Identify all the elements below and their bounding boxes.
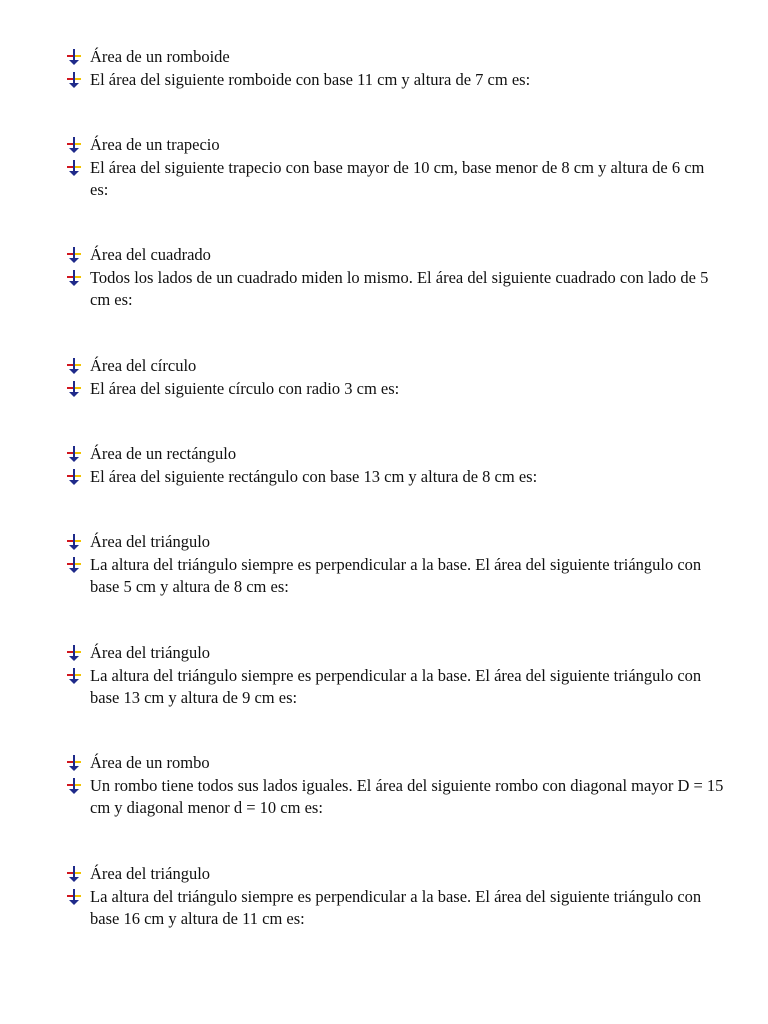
- section-square: [66, 244, 726, 312]
- heading-text: Área del triángulo: [90, 864, 211, 883]
- body-text: La altura del triángulo siempre es perpendicular a la base. El área del siguiente triángulo con base 16 cm y altura de 11 cm es:: [90, 886, 702, 928]
- section-rhomboid: [66, 46, 726, 91]
- section-rhombus: [66, 752, 726, 820]
- section-body: [66, 665, 726, 710]
- section-body: [66, 378, 726, 401]
- arrow-down-cross-icon: [66, 381, 82, 397]
- heading-text: Área de un rombo: [90, 753, 210, 772]
- heading-text: Área de un romboide: [90, 47, 230, 66]
- arrow-down-cross-icon: [66, 469, 82, 485]
- section-heading: [66, 443, 726, 466]
- arrow-down-cross-icon: [66, 270, 82, 286]
- body-text: La altura del triángulo siempre es perpendicular a la base. El área del siguiente triángulo con base 5 cm y altura de 8 cm es:: [90, 554, 702, 596]
- body-text: La altura del triángulo siempre es perpendicular a la base. El área del siguiente triángulo con base 13 cm y altura de 9 cm es:: [90, 665, 702, 707]
- arrow-down-cross-icon: [66, 534, 82, 550]
- section-heading: [66, 244, 726, 267]
- body-text: El área del siguiente rectángulo con base 13 cm y altura de 8 cm es:: [90, 466, 538, 486]
- heading-text: Área de un rectángulo: [90, 444, 237, 463]
- section-body: [66, 886, 726, 931]
- section-body: [66, 466, 726, 489]
- section-body: [66, 157, 726, 202]
- section-heading: [66, 531, 726, 554]
- arrow-down-cross-icon: [66, 866, 82, 882]
- body-text: El área del siguiente trapecio con base mayor de 10 cm, base menor de 8 cm y altura de 6 cm es:: [90, 157, 705, 199]
- arrow-down-cross-icon: [66, 358, 82, 374]
- section-triangle-2: [66, 642, 726, 710]
- section-body: [66, 267, 726, 312]
- section-heading: [66, 355, 726, 378]
- heading-text: Área de un trapecio: [90, 135, 220, 154]
- arrow-down-cross-icon: [66, 557, 82, 573]
- arrow-down-cross-icon: [66, 446, 82, 462]
- section-rectangle: [66, 443, 726, 488]
- section-triangle-1: [66, 531, 726, 599]
- section-trapezoid: [66, 134, 726, 202]
- arrow-down-cross-icon: [66, 72, 82, 88]
- arrow-down-cross-icon: [66, 247, 82, 263]
- heading-text: Área del triángulo: [90, 532, 211, 551]
- heading-text: Área del círculo: [90, 356, 197, 375]
- body-text: El área del siguiente círculo con radio 3 cm es:: [90, 378, 400, 398]
- arrow-down-cross-icon: [66, 160, 82, 176]
- section-heading: [66, 642, 726, 665]
- body-text: El área del siguiente romboide con base 11 cm y altura de 7 cm es:: [90, 69, 531, 89]
- section-body: [66, 554, 726, 599]
- arrow-down-cross-icon: [66, 889, 82, 905]
- heading-text: Área del cuadrado: [90, 245, 211, 264]
- section-body: [66, 775, 726, 820]
- section-heading: [66, 46, 726, 69]
- body-text: Todos los lados de un cuadrado miden lo mismo. El área del siguiente cuadrado con lado de 5 cm es:: [90, 267, 709, 309]
- arrow-down-cross-icon: [66, 645, 82, 661]
- arrow-down-cross-icon: [66, 137, 82, 153]
- section-heading: [66, 752, 726, 775]
- heading-text: Área del triángulo: [90, 643, 211, 662]
- section-triangle-3: [66, 863, 726, 931]
- body-text: Un rombo tiene todos sus lados iguales. El área del siguiente rombo con diagonal mayor D = 15 cm y diagonal menor d = 10 cm es:: [90, 775, 724, 817]
- arrow-down-cross-icon: [66, 778, 82, 794]
- section-body: [66, 69, 726, 92]
- section-heading: [66, 863, 726, 886]
- arrow-down-cross-icon: [66, 755, 82, 771]
- section-circle: [66, 355, 726, 400]
- arrow-down-cross-icon: [66, 49, 82, 65]
- arrow-down-cross-icon: [66, 668, 82, 684]
- section-heading: [66, 134, 726, 157]
